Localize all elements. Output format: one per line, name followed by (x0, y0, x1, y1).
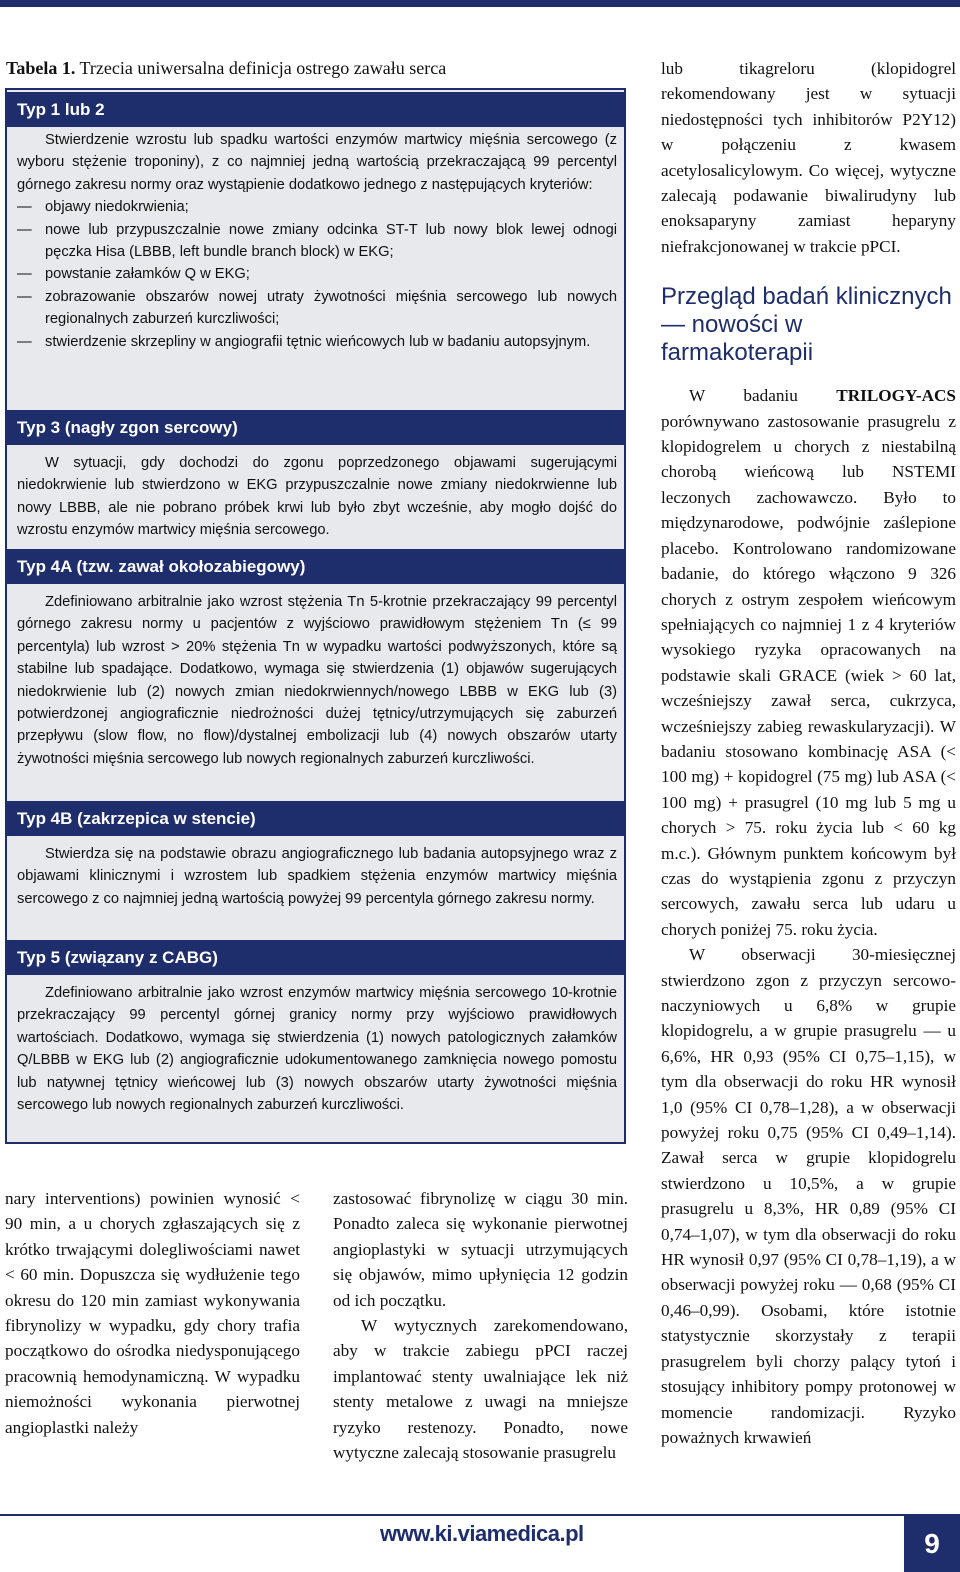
table-section-body (17, 129, 617, 353)
paragraph: W wytycznych zarekomendowano, aby w trakcie zabiegu pPCI raczej implantować stenty uwalniające lek niż stenty metalowe z uwagi na mniejsze ryzyko restenozy. Ponadto, nowe wytyczne zalecają stosowanie prasugrelu (333, 1316, 628, 1463)
table-section-body (17, 843, 617, 910)
left-column-1 (5, 1186, 300, 1440)
table-section-text: W sytuacji, gdy dochodzi do zgonu poprzedzonego objawami sugerującymi niedokrwienie lub stwierdzono w EKG przypuszczalnie nowe zmiany niedokrwienne lub nowy LBBB, ale nie pobrano próbek krwi lub było zbyt wcześnie, aby mogło dojść do wzrostu enzymów martwicy mięśnia sercowego. (17, 455, 617, 539)
table-section-text: Stwierdzenie wzrostu lub spadku wartości enzymów martwicy mięśnia sercowego (z wyboru stężenie troponiny), z co najmniej jedną wartością przekraczającą 99 percentyl górnego zakresu normy oraz wystąpienie dodatkowo jednego z następujących kryteriów: (17, 132, 617, 193)
criteria-list (17, 196, 617, 353)
top-accent-bar (0, 0, 960, 7)
table-caption (6, 57, 626, 79)
paragraph: zastosować fibrynolizę w ciągu 30 min. Ponadto zaleca się wykonanie pierwotnej angioplastyki w sytuacji utrzymujących się objawów, mimo upłynięcia 12 godzin od ich początku. (333, 1189, 628, 1310)
table-section-header: Typ 4A (tzw. zawał okołozabiegowy) (7, 549, 624, 584)
table-section-text: Stwierdza się na podstawie obrazu angiograficznego lub badania autopsyjnego wraz z objawami klinicznymi i wzrostem lub spadkiem stężenia enzymów martwicy mięśnia sercowego z co najmniej jedną wartością powyżej 99 percentyla górnego zakresu normy. (17, 846, 617, 907)
table-caption-text: Trzecia uniwersalna definicja ostrego zawału serca (75, 58, 447, 78)
table-section-body (17, 591, 617, 770)
table-section-header: Typ 5 (związany z CABG) (7, 940, 624, 975)
table-section-text: Zdefiniowano arbitralnie jako wzrost stężenia Tn 5-krotnie przekraczający 99 percentyl górnego zakresu normy u pacjentów z wyjściowo prawidłowym stężeniem Tn (≤ 99 percentyla) lub wzrost > 20% stężenia Tn w wypadku wartości podwyższonych, które są stabilne lub spadające. Dodatkowo, wymaga się stwierdzenia (1) objawów sugerujących niedokrwienie lub (2) nowych zmian niedokrwiennych/nowego LBBB w EKG lub (3) potwierdzonej angiograficznie niedrożności dużej tętnicy/utrzymujących się zaburzeń przepływu (slow flow, no flow)/dystalnej embolizacji lub (4) nowych obszarów utarty żywotności mięśnia sercowego lub nowych regionalnych zaburzeń kurczliwości. (17, 594, 617, 767)
definition-table (5, 88, 626, 1144)
paragraph: nary interventions) powinien wynosić < 90 min, a u chorych zgłaszających się z krótko trwającymi dolegliwościami nawet < 60 min. Dopuszcza się wydłużenie tego okresu do 120 min zamiast wykonywania fibrynolizy w wypadku, gdy chory trafia początkowo do ośrodka niedysponującego pracownią hemodynamiczną. W wypadku niemożności wykonania pierwotnej angioplastki należy (5, 1189, 300, 1437)
list-item: — nowe lub przypuszczalnie nowe zmiany odcinka ST-T lub nowy blok lewej odnogi pęczka Hisa (LBBB, left bundle branch block) w EKG; (17, 219, 617, 264)
table-section-body (17, 982, 617, 1116)
list-item: — powstanie załamków Q w EKG; (17, 263, 617, 285)
section-heading: Przegląd badań klinicznych — nowości w farmakoterapii (661, 283, 952, 367)
table-section-header: Typ 1 lub 2 (7, 92, 624, 127)
list-item: — zobrazowanie obszarów nowej utraty żywotności mięśnia sercowego lub nowych regionalnych zaburzeń kurczliwości; (17, 286, 617, 331)
footer-url-link[interactable]: www.ki.viamedica.pl (380, 1521, 584, 1546)
paragraph-lead: W badaniu (689, 386, 837, 406)
page-number: 9 (904, 1515, 960, 1572)
table-section-text: Zdefiniowano arbitralnie jako wzrost enzymów martwicy mięśnia sercowego 10-krotnie przekraczający 99 percentyl górnej granicy normy przy wyjściowo prawidłowych wartościach. Dodatkowo, wymaga się stwierdzenia (1) nowych patologicznych załamków Q/LBBB w EKG lub (2) angiograficznie udokumentowanego zamknięcia nowego pomostu lub natywnej tętnicy wieńcowej lub (3) nowych obszarów utarty żywotności mięśnia sercowego lub nowych regionalnych zaburzeń kurczliwości. (17, 985, 617, 1114)
table-section-header: Typ 3 (nagły zgon sercowy) (7, 410, 624, 445)
left-column-2 (333, 1186, 628, 1465)
right-column (661, 56, 956, 1450)
paragraph: lub tikagreloru (klopidogrel rekomendowany jest w sytuacji niedostępności tych inhibitorów P2Y12) w połączeniu z kwasem acetylosalicylowym. Co więcej, wytyczne zalecają podawanie biwalirudyny lub enoksaparyny zamiast heparyny niefrakcjonowanej w trakcie pPCI. (661, 59, 956, 256)
list-item: — objawy niedokrwienia; (17, 196, 617, 218)
trial-name: TRILOGY-ACS (836, 386, 956, 406)
table-caption-label: Tabela 1. (6, 58, 76, 78)
table-section-header: Typ 4B (zakrzepica w stencie) (7, 801, 624, 836)
paragraph: W obserwacji 30-miesięcznej stwierdzono zgon z przyczyn sercowo-naczyniowych u 6,8% w grupie klopidogrelu, a w grupie prasugrelu — u 6,6%, HR 0,93 (95% CI 0,75–1,15), w tym dla obserwacji do roku HR wynosił 1,0 (95% CI 0,78–1,28), a w obserwacji powyżej roku 0,75 (95% CI 0,49–1,14). Zawał serca w grupie klopidogrelu stwierdzono u 10,5%, a w grupie prasugrelu u 8,3%, HR 0,89 (95% CI 0,74–1,07), w tym dla obserwacji do roku HR wynosił 0,97 (95% CI 0,78–1,19), a w obserwacji powyżej roku — 0,68 (95% CI 0,46–0,99). Osobami, które istotnie statystycznie skorzystały z terapii prasugrelem byli chorzy palący tytoń i stosujący inhibitory pompy protonowej w momencie randomizacji. Ryzyko poważnych krwawień (661, 945, 956, 1447)
paragraph (661, 383, 956, 942)
list-item: — stwierdzenie skrzepliny w angiografii tętnic wieńcowych lub w badaniu autopsyjnym. (17, 331, 617, 353)
table-section-body (17, 452, 617, 542)
paragraph-rest: porównywano zastosowanie prasugrelu z klopidogrelem u chorych z niestabilną chorobą wieńcową lub NSTEMI leczonych zachowawczo. Było to międzynarodowe, podwójnie zaślepione placebo. Kontrolowano randomizowane badanie, do którego włączono 9 326 chorych z ostrym zespołem wieńcowym spełniających co najmniej 1 z 4 kryteriów wysokiego ryzyka opracowanych na podstawie skali GRACE (wiek > 60 lat, wcześniejszy zawał serca, cukrzyca, wcześniejszy zabieg rewaskularyzacji). W badaniu stosowano kombinację ASA (< 100 mg) + kopidogrel (75 mg) lub ASA (< 100 mg) + prasugrel (10 mg lub 5 mg u chorych > 75. roku życia lub < 60 kg m.c.). Głównym punktem końcowym był czas do wystąpienia zgonu z przyczyn sercowych, zawału serca lub udaru u chorych poniżej 75. roku życia. (661, 411, 956, 939)
